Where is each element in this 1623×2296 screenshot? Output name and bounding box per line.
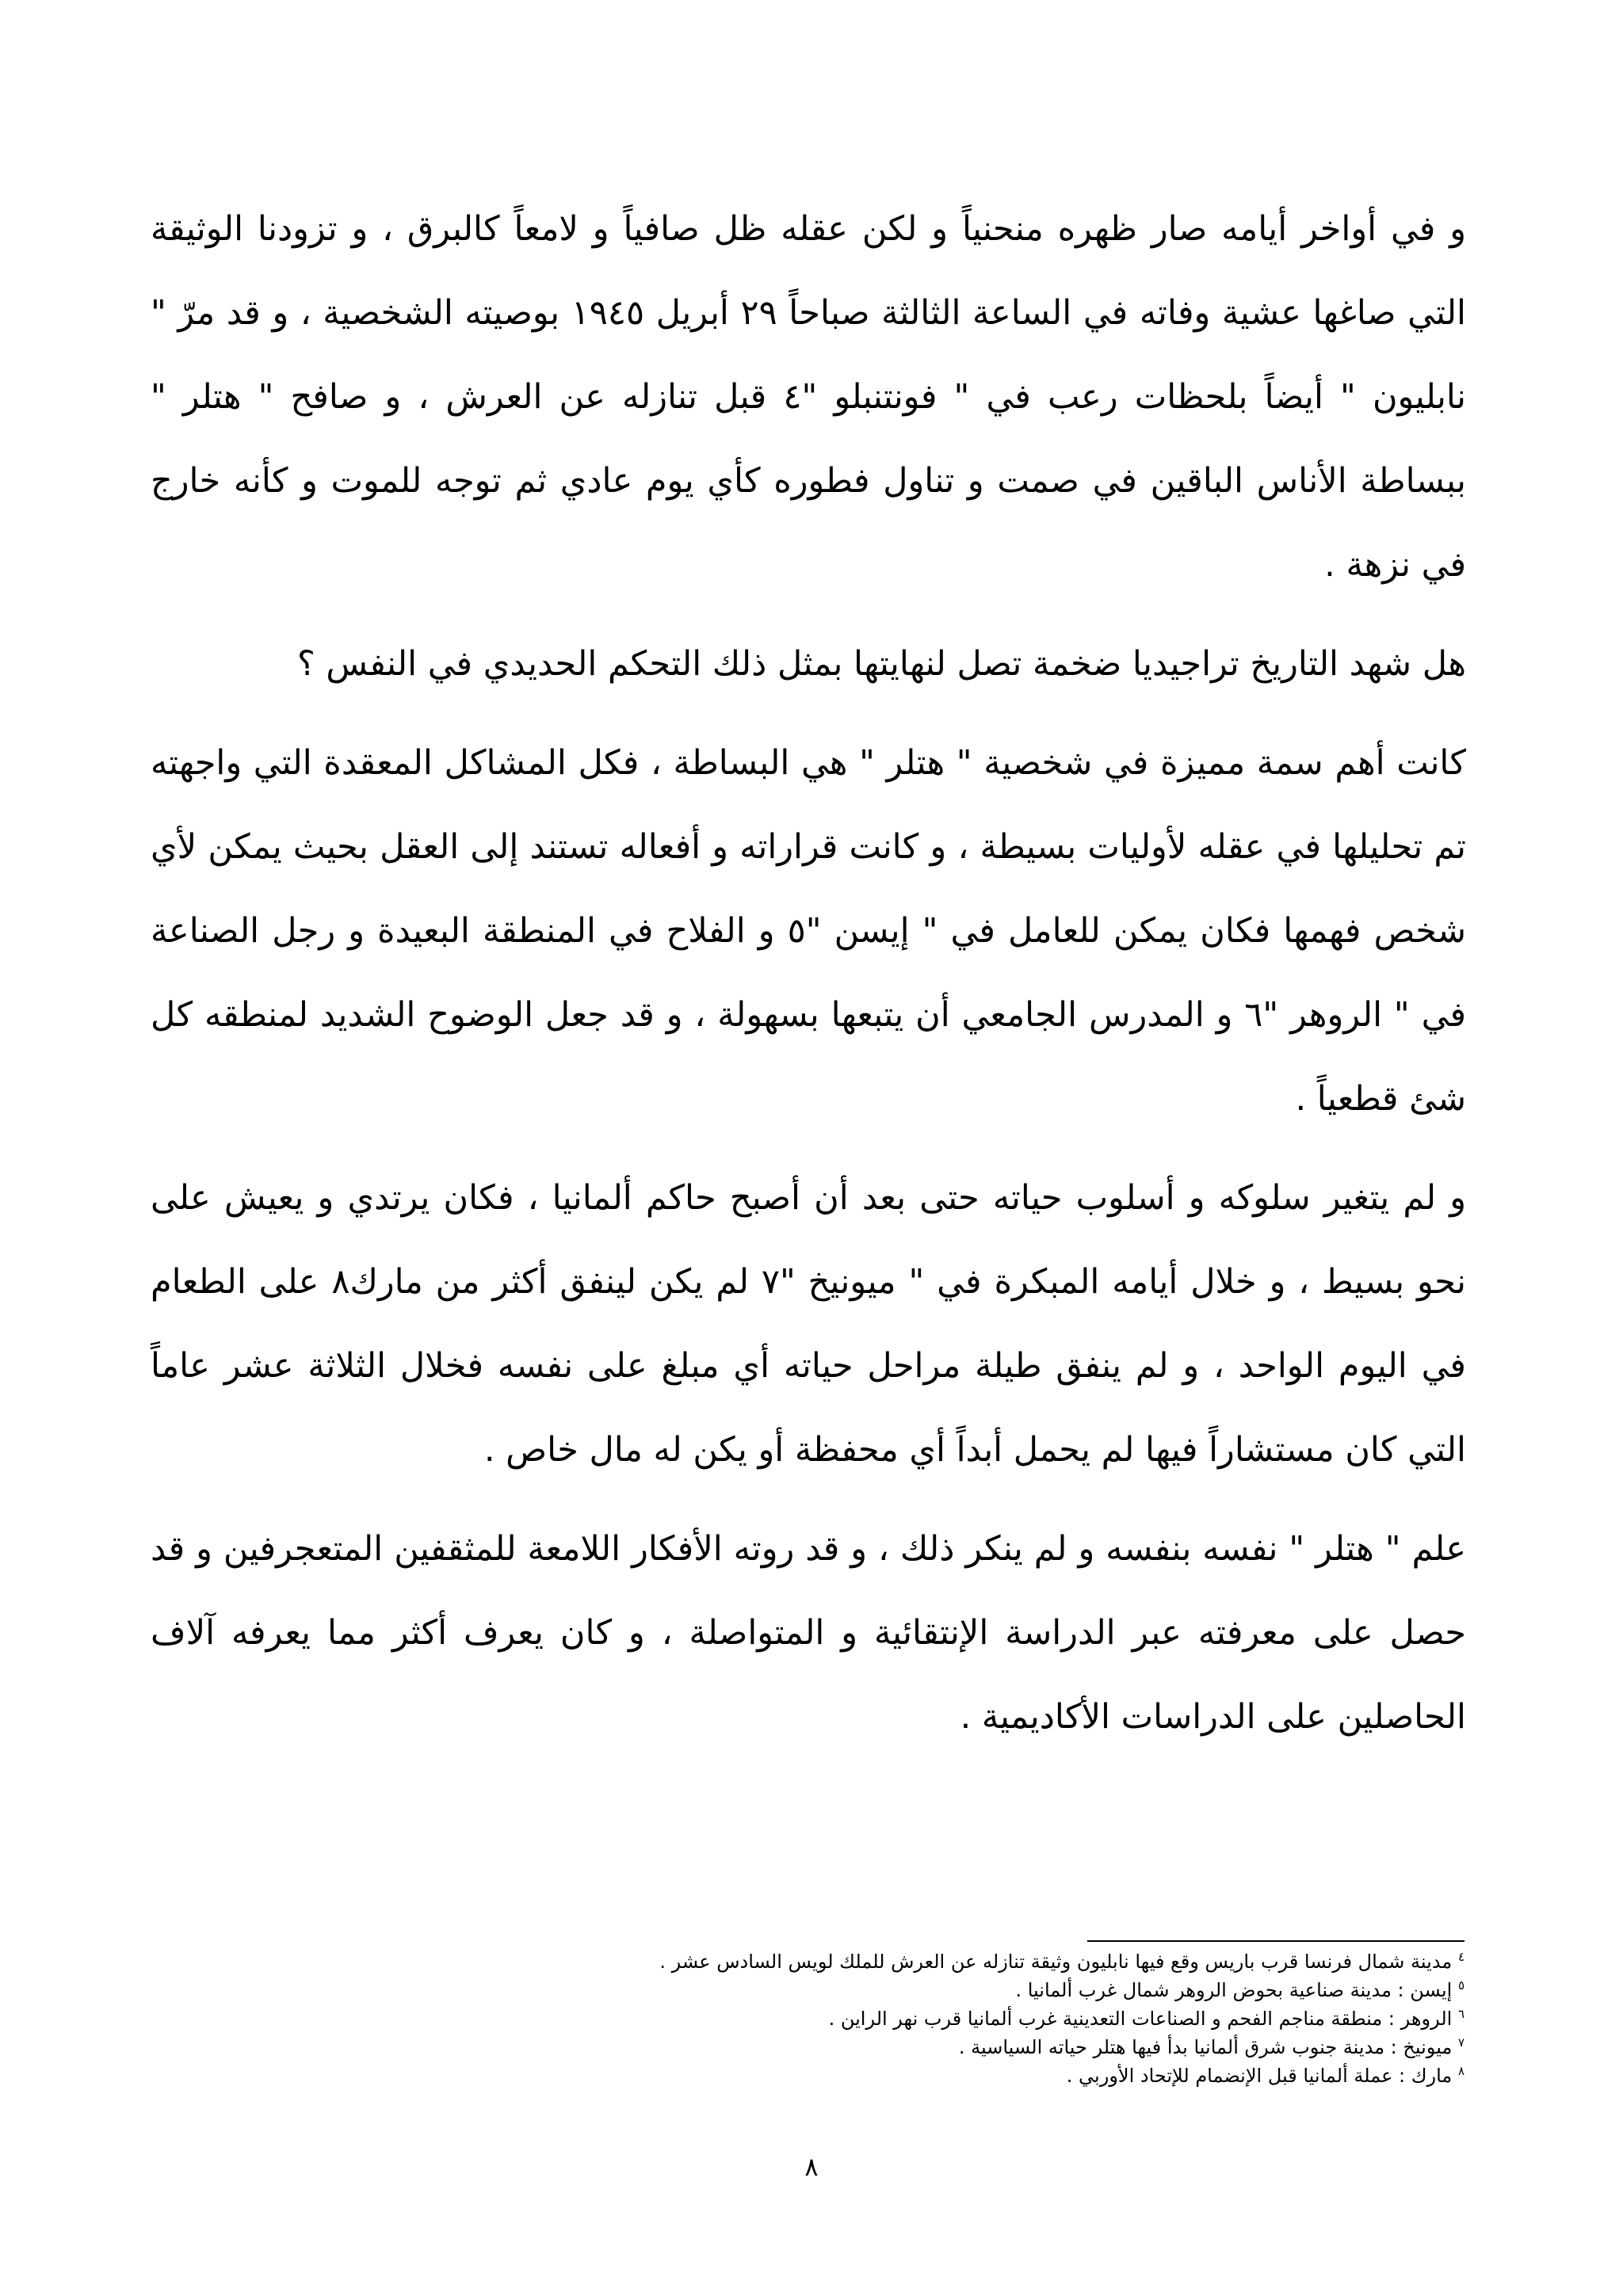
footnote [317,2033,1465,2061]
footnote [317,2061,1465,2090]
footnote-text: إيسن : مدينة صناعية بحوض الروهر شمال غرب ألمانيا . [1015,1979,1453,2001]
footnote [317,2004,1465,2033]
footnote-text: الروهر : منطقة مناجم الفحم و الصناعات التعدينية غرب ألمانيا قرب نهر الراين . [828,2008,1453,2030]
body-text [151,187,1466,1774]
footnote-mark: ٥ [1457,1978,1465,1993]
paragraph: و لم يتغير سلوكه و أسلوب حياته حتى بعد أن أصبح حاكم ألمانيا ، فكان يرتدي و يعيش على نحو بسيط ، و خلال أيامه المبكرة في " ميونيخ "٧ لم يكن لينفق أكثر من مارك٨ على الطعام في اليوم الواحد ، و لم ينفق طيلة مراحل حياته أي مبلغ على نفسه فخلال الثلاثة عشر عاماً التي كان مستشاراً فيها لم يحمل أبداً أي محفظة أو يكن له مال خاص . [151,1178,1466,1470]
paragraph: هل شهد التاريخ تراجيديا ضخمة تصل لنهايتها بمثل ذلك التحكم الحديدي في النفس ؟ [296,644,1466,684]
footnote-text: مدينة شمال فرنسا قرب باريس وقع فيها نابليون وثيقة تنازله عن العرش للملك لويس السادس عشر . [659,1951,1453,1973]
page-number: ٨ [804,2152,819,2182]
paragraph: كانت أهم سمة مميزة في شخصية " هتلر " هي البساطة ، فكل المشاكل المعقدة التي واجهته تم تحليلها في عقله لأوليات بسيطة ، و كانت قراراته و أفعاله تستند إلى العقل بحيث يمكن لأي شخص فهمها فكان يمكن للعامل في " إيسن "٥ و الفلاح في المنطقة البعيدة و رجل الصناعة في " الروهر "٦ و المدرس الجامعي أن يتبعها بسهولة ، و قد جعل الوضوح الشديد لمنطقه كل شئ قطعياً . [151,743,1466,1119]
footnote-mark: ٧ [1457,2035,1465,2050]
paragraph: و في أواخر أيامه صار ظهره منحنياً و لكن عقله ظل صافياً و لامعاً كالبرق ، و تزودنا الوثيقة التي صاغها عشية وفاته في الساعة الثالثة صباحاً ٢٩ أبريل ١٩٤٥ بوصيته الشخصية ، و قد مرّ " نابليون " أيضاً بلحظات رعب في " فونتنبلو "٤ قبل تنازله عن العرش ، و صافح " هتلر " ببساطة الأناس الباقين في صمت و تناول فطوره كأي يوم عادي ثم توجه للموت و كأنه خارج في نزهة . [151,209,1466,585]
footnote-text: مارك : عملة ألمانيا قبل الإنضمام للإتحاد الأوربي . [1066,2065,1453,2087]
paragraph: علم " هتلر " نفسه بنفسه و لم ينكر ذلك ، و قد روته الأفكار اللامعة للمثقفين المتعجرفين و قد حصل على معرفته عبر الدراسة الإنتقائية و المتواصلة ، و كان يعرف أكثر مما يعرفه آلاف الحاصلين على الدراسات الأكاديمية . [151,1529,1466,1737]
footnote-separator [1087,1940,1465,1942]
footnote-mark: ٨ [1457,2064,1465,2078]
footnote-mark: ٤ [1457,1950,1465,1964]
footnote [317,1947,1465,1976]
footnote [317,1976,1465,2004]
footnotes [317,1947,1465,2090]
footnote-text: ميونيخ : مدينة جنوب شرق ألمانيا بدأ فيها هتلر حياته السياسية . [958,2036,1453,2058]
footnote-mark: ٦ [1457,2007,1465,2021]
